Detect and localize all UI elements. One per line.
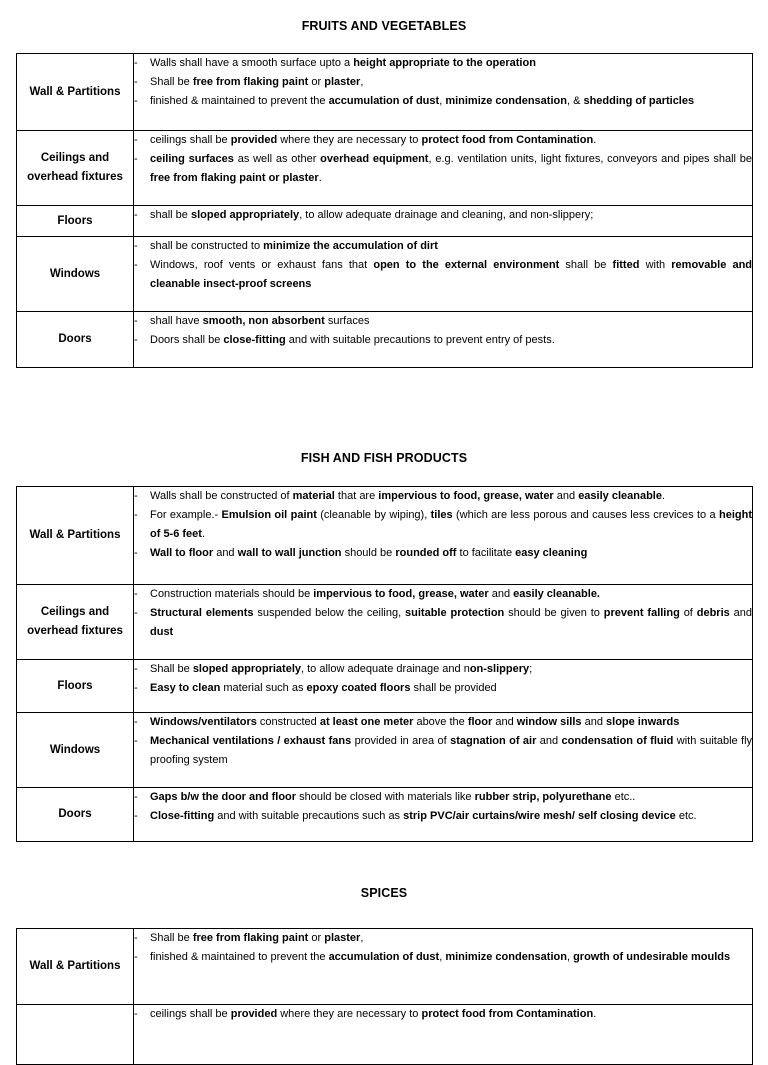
text-run: (cleanable by wiping),: [316, 509, 431, 521]
text-run: Walls shall be constructed of: [150, 490, 293, 502]
bold-text: stagnation of air: [450, 735, 537, 747]
bold-text: smooth, non absorbent: [202, 315, 325, 327]
bold-text: Emulsion oil paint: [221, 509, 317, 521]
text-run: should be given to: [504, 607, 604, 619]
bold-text: fitted: [612, 259, 640, 271]
text-run: For example.-: [150, 509, 222, 521]
list-item: [134, 948, 752, 967]
bold-text: slope inwards: [606, 716, 680, 728]
bold-text: minimize condensation: [445, 95, 567, 107]
row-label: Ceilings and overhead fixtures: [17, 131, 134, 206]
text-run: and: [553, 490, 579, 502]
list-item: [134, 54, 752, 73]
text-run: and: [492, 716, 517, 728]
bold-text: rounded off: [395, 547, 457, 559]
text-run: , to allow adequate drainage and cleaning, and non-slippery;: [299, 209, 594, 221]
bold-text: overhead equipment: [320, 153, 429, 165]
table-row: [17, 312, 753, 368]
text-run: and: [581, 716, 607, 728]
bold-text: minimize the accumulation of dirt: [263, 240, 438, 252]
bold-text: close-fitting: [223, 334, 286, 346]
list-item: [134, 206, 752, 225]
bold-text: sloped appropriately: [192, 663, 302, 675]
bold-text: Easy to clean: [150, 682, 221, 694]
bold-text: dust: [150, 626, 174, 638]
text-run: .: [201, 528, 206, 540]
bold-text: height appropriate to the operation: [353, 57, 536, 69]
bold-text: wall to wall junction: [237, 547, 342, 559]
bold-text: rubber strip, polyurethane: [474, 791, 612, 803]
text-run: or: [308, 76, 325, 88]
text-run: ,: [360, 76, 364, 88]
bold-text: height of 5-6 feet: [150, 509, 752, 540]
row-label: Wall & Partitions: [17, 929, 134, 1005]
text-run: provided in area of: [351, 735, 451, 747]
bold-text: shedding of particles: [583, 95, 695, 107]
bold-text: Gaps b/w the door and floor: [150, 791, 297, 803]
text-run: Construction materials should be: [150, 588, 314, 600]
bold-text: plaster: [324, 932, 361, 944]
text-run: that are: [334, 490, 379, 502]
text-run: .: [593, 134, 597, 146]
bold-text: protect food from Contamination: [421, 1008, 594, 1020]
text-run: etc.: [675, 810, 697, 822]
bold-text: strip PVC/air curtains/wire mesh/ self closing device: [403, 810, 676, 822]
bold-text: prevent falling: [603, 607, 680, 619]
bold-text: at least one meter: [319, 716, 414, 728]
row-content: [134, 131, 753, 206]
fish-products-table: [16, 486, 753, 842]
list-item: [134, 660, 752, 679]
row-label: Wall & Partitions: [17, 487, 134, 585]
list-item: [134, 713, 752, 732]
list-item: [134, 331, 752, 350]
table-row: [17, 660, 753, 713]
bold-text: easily cleanable.: [513, 588, 600, 600]
text-run: Windows, roof vents or exhaust fans that: [150, 259, 374, 271]
list-item: [134, 237, 752, 256]
text-run: ceilings shall be: [150, 134, 231, 146]
bold-text: growth of undesirable moulds: [573, 951, 731, 963]
bold-text: provided: [230, 134, 278, 146]
text-run: Shall be: [150, 932, 193, 944]
list-item: [134, 585, 752, 604]
text-run: Shall be: [150, 76, 193, 88]
list-item: [134, 506, 752, 544]
text-run: and: [488, 588, 514, 600]
bold-text: tiles: [430, 509, 453, 521]
bold-text: window sills: [516, 716, 582, 728]
bold-text: free from flaking paint: [192, 932, 309, 944]
table-row: [17, 487, 753, 585]
bold-text: free from flaking paint or plaster: [150, 172, 319, 184]
bold-text: Wall to floor: [150, 547, 214, 559]
section-title-spices: SPICES: [360, 886, 408, 900]
bold-text: free from flaking paint: [192, 76, 309, 88]
bold-text: sloped appropriately: [190, 209, 300, 221]
row-content: [134, 788, 753, 842]
bold-text: floor: [467, 716, 493, 728]
list-item: [134, 788, 752, 807]
text-run: should be: [341, 547, 396, 559]
list-item: [134, 929, 752, 948]
table-row: [17, 54, 753, 131]
bold-text: epoxy coated floors: [306, 682, 411, 694]
row-label: Floors: [17, 660, 134, 713]
text-run: finished & maintained to prevent the: [150, 95, 329, 107]
text-run: finished & maintained to prevent the: [150, 951, 329, 963]
fruits-vegetables-table: [16, 53, 753, 368]
text-run: or: [308, 932, 325, 944]
text-run: ,: [360, 932, 364, 944]
text-run: .: [593, 1008, 597, 1020]
bold-text: provided: [230, 1008, 278, 1020]
bold-text: impervious to food, grease, water: [378, 490, 554, 502]
bold-text: Windows/ventilators: [150, 716, 257, 728]
bold-text: protect food from Contamination: [421, 134, 594, 146]
text-run: shall be provided: [410, 682, 497, 694]
text-run: etc..: [611, 791, 636, 803]
text-run: and: [729, 607, 752, 619]
row-content: [134, 487, 753, 585]
list-item: [134, 732, 752, 770]
text-run: and: [213, 547, 238, 559]
list-item: [134, 487, 752, 506]
table-row: [17, 206, 753, 237]
table-row: [17, 929, 753, 1005]
text-run: , &: [566, 95, 584, 107]
text-run: ,: [439, 951, 446, 963]
bold-text: ceiling surfaces: [150, 153, 234, 165]
list-item: [134, 131, 752, 150]
text-run: surfaces: [324, 315, 370, 327]
list-item: [134, 256, 752, 294]
list-item: [134, 92, 752, 111]
row-content: [134, 206, 753, 237]
bold-text: material: [292, 490, 335, 502]
bold-text: suitable protection: [405, 607, 505, 619]
list-item: [134, 807, 752, 826]
bold-text: impervious to food, grease, water: [313, 588, 489, 600]
list-item: [134, 679, 752, 698]
text-run: shall have: [150, 315, 203, 327]
bold-text: plaster: [324, 76, 361, 88]
row-content: [134, 312, 753, 368]
bold-text: accumulation of dust: [328, 951, 440, 963]
bold-text: accumulation of dust: [328, 95, 440, 107]
row-content: [134, 929, 753, 1005]
bold-text: easy cleaning: [515, 547, 588, 559]
list-item: [134, 312, 752, 331]
bold-text: easily cleanable: [578, 490, 662, 502]
text-run: ,: [566, 951, 574, 963]
row-label: [17, 1005, 134, 1065]
bold-text: on-slippery: [469, 663, 530, 675]
list-item: [134, 604, 752, 642]
text-run: ceilings shall be: [150, 1008, 231, 1020]
text-run: , to allow adequate drainage and n: [301, 663, 470, 675]
bold-text: condensation of fluid: [561, 735, 674, 747]
text-run: of: [679, 607, 697, 619]
text-run: where they are necessary to: [277, 1008, 422, 1020]
row-label: Doors: [17, 788, 134, 842]
bold-text: Close-fitting: [150, 810, 215, 822]
text-run: suspended below the ceiling,: [253, 607, 406, 619]
list-item: [134, 150, 752, 188]
table-row: [17, 1005, 753, 1065]
bold-text: removable and cleanable insect-proof screens: [150, 259, 753, 290]
text-run: and: [536, 735, 562, 747]
bold-text: Mechanical ventilations / exhaust fans: [150, 735, 352, 747]
text-run: (which are less porous and causes less crevices to a: [452, 509, 719, 521]
text-run: and with suitable precautions such as: [214, 810, 404, 822]
bold-text: debris: [696, 607, 730, 619]
text-run: Doors shall be: [150, 334, 224, 346]
list-item: [134, 1005, 752, 1024]
text-run: where they are necessary to: [277, 134, 422, 146]
table-row: [17, 585, 753, 660]
table-row: [17, 237, 753, 312]
list-item: [134, 544, 752, 563]
text-run: Shall be: [150, 663, 193, 675]
bold-text: Structural elements: [150, 607, 254, 619]
row-label: Windows: [17, 237, 134, 312]
text-run: shall be constructed to: [150, 240, 264, 252]
text-run: and with suitable precautions to prevent entry of pests.: [285, 334, 555, 346]
row-label: Doors: [17, 312, 134, 368]
row-label: Wall & Partitions: [17, 54, 134, 131]
text-run: , e.g. ventilation units, light fixtures, conveyors and pipes shall be: [428, 153, 753, 165]
row-content: [134, 660, 753, 713]
text-run: shall be: [559, 259, 613, 271]
table-row: [17, 131, 753, 206]
text-run: with: [639, 259, 672, 271]
text-run: Walls shall have a smooth surface upto a: [150, 57, 354, 69]
text-run: .: [661, 490, 666, 502]
table-row: [17, 788, 753, 842]
section-title-fish-products: FISH AND FISH PRODUCTS: [300, 451, 468, 465]
text-run: above the: [413, 716, 468, 728]
text-run: constructed: [256, 716, 320, 728]
row-label: Floors: [17, 206, 134, 237]
text-run: with suitable fly proofing system: [150, 735, 753, 766]
row-content: [134, 585, 753, 660]
spices-table: [16, 928, 753, 1065]
row-content: [134, 713, 753, 788]
text-run: shall be: [150, 209, 191, 221]
text-run: ,: [439, 95, 446, 107]
row-content: [134, 237, 753, 312]
text-run: .: [318, 172, 322, 184]
bold-text: open to the external environment: [373, 259, 560, 271]
section-title-fruits-vegetables: FRUITS AND VEGETABLES: [301, 19, 467, 33]
list-item: [134, 73, 752, 92]
bold-text: minimize condensation: [445, 951, 567, 963]
row-content: [134, 54, 753, 131]
row-content: [134, 1005, 753, 1065]
row-label: Windows: [17, 713, 134, 788]
text-run: to facilitate: [456, 547, 516, 559]
text-run: should be closed with materials like: [296, 791, 475, 803]
table-row: [17, 713, 753, 788]
text-run: material such as: [220, 682, 307, 694]
text-run: as well as other: [233, 153, 321, 165]
row-label: Ceilings and overhead fixtures: [17, 585, 134, 660]
text-run: ;: [529, 663, 533, 675]
